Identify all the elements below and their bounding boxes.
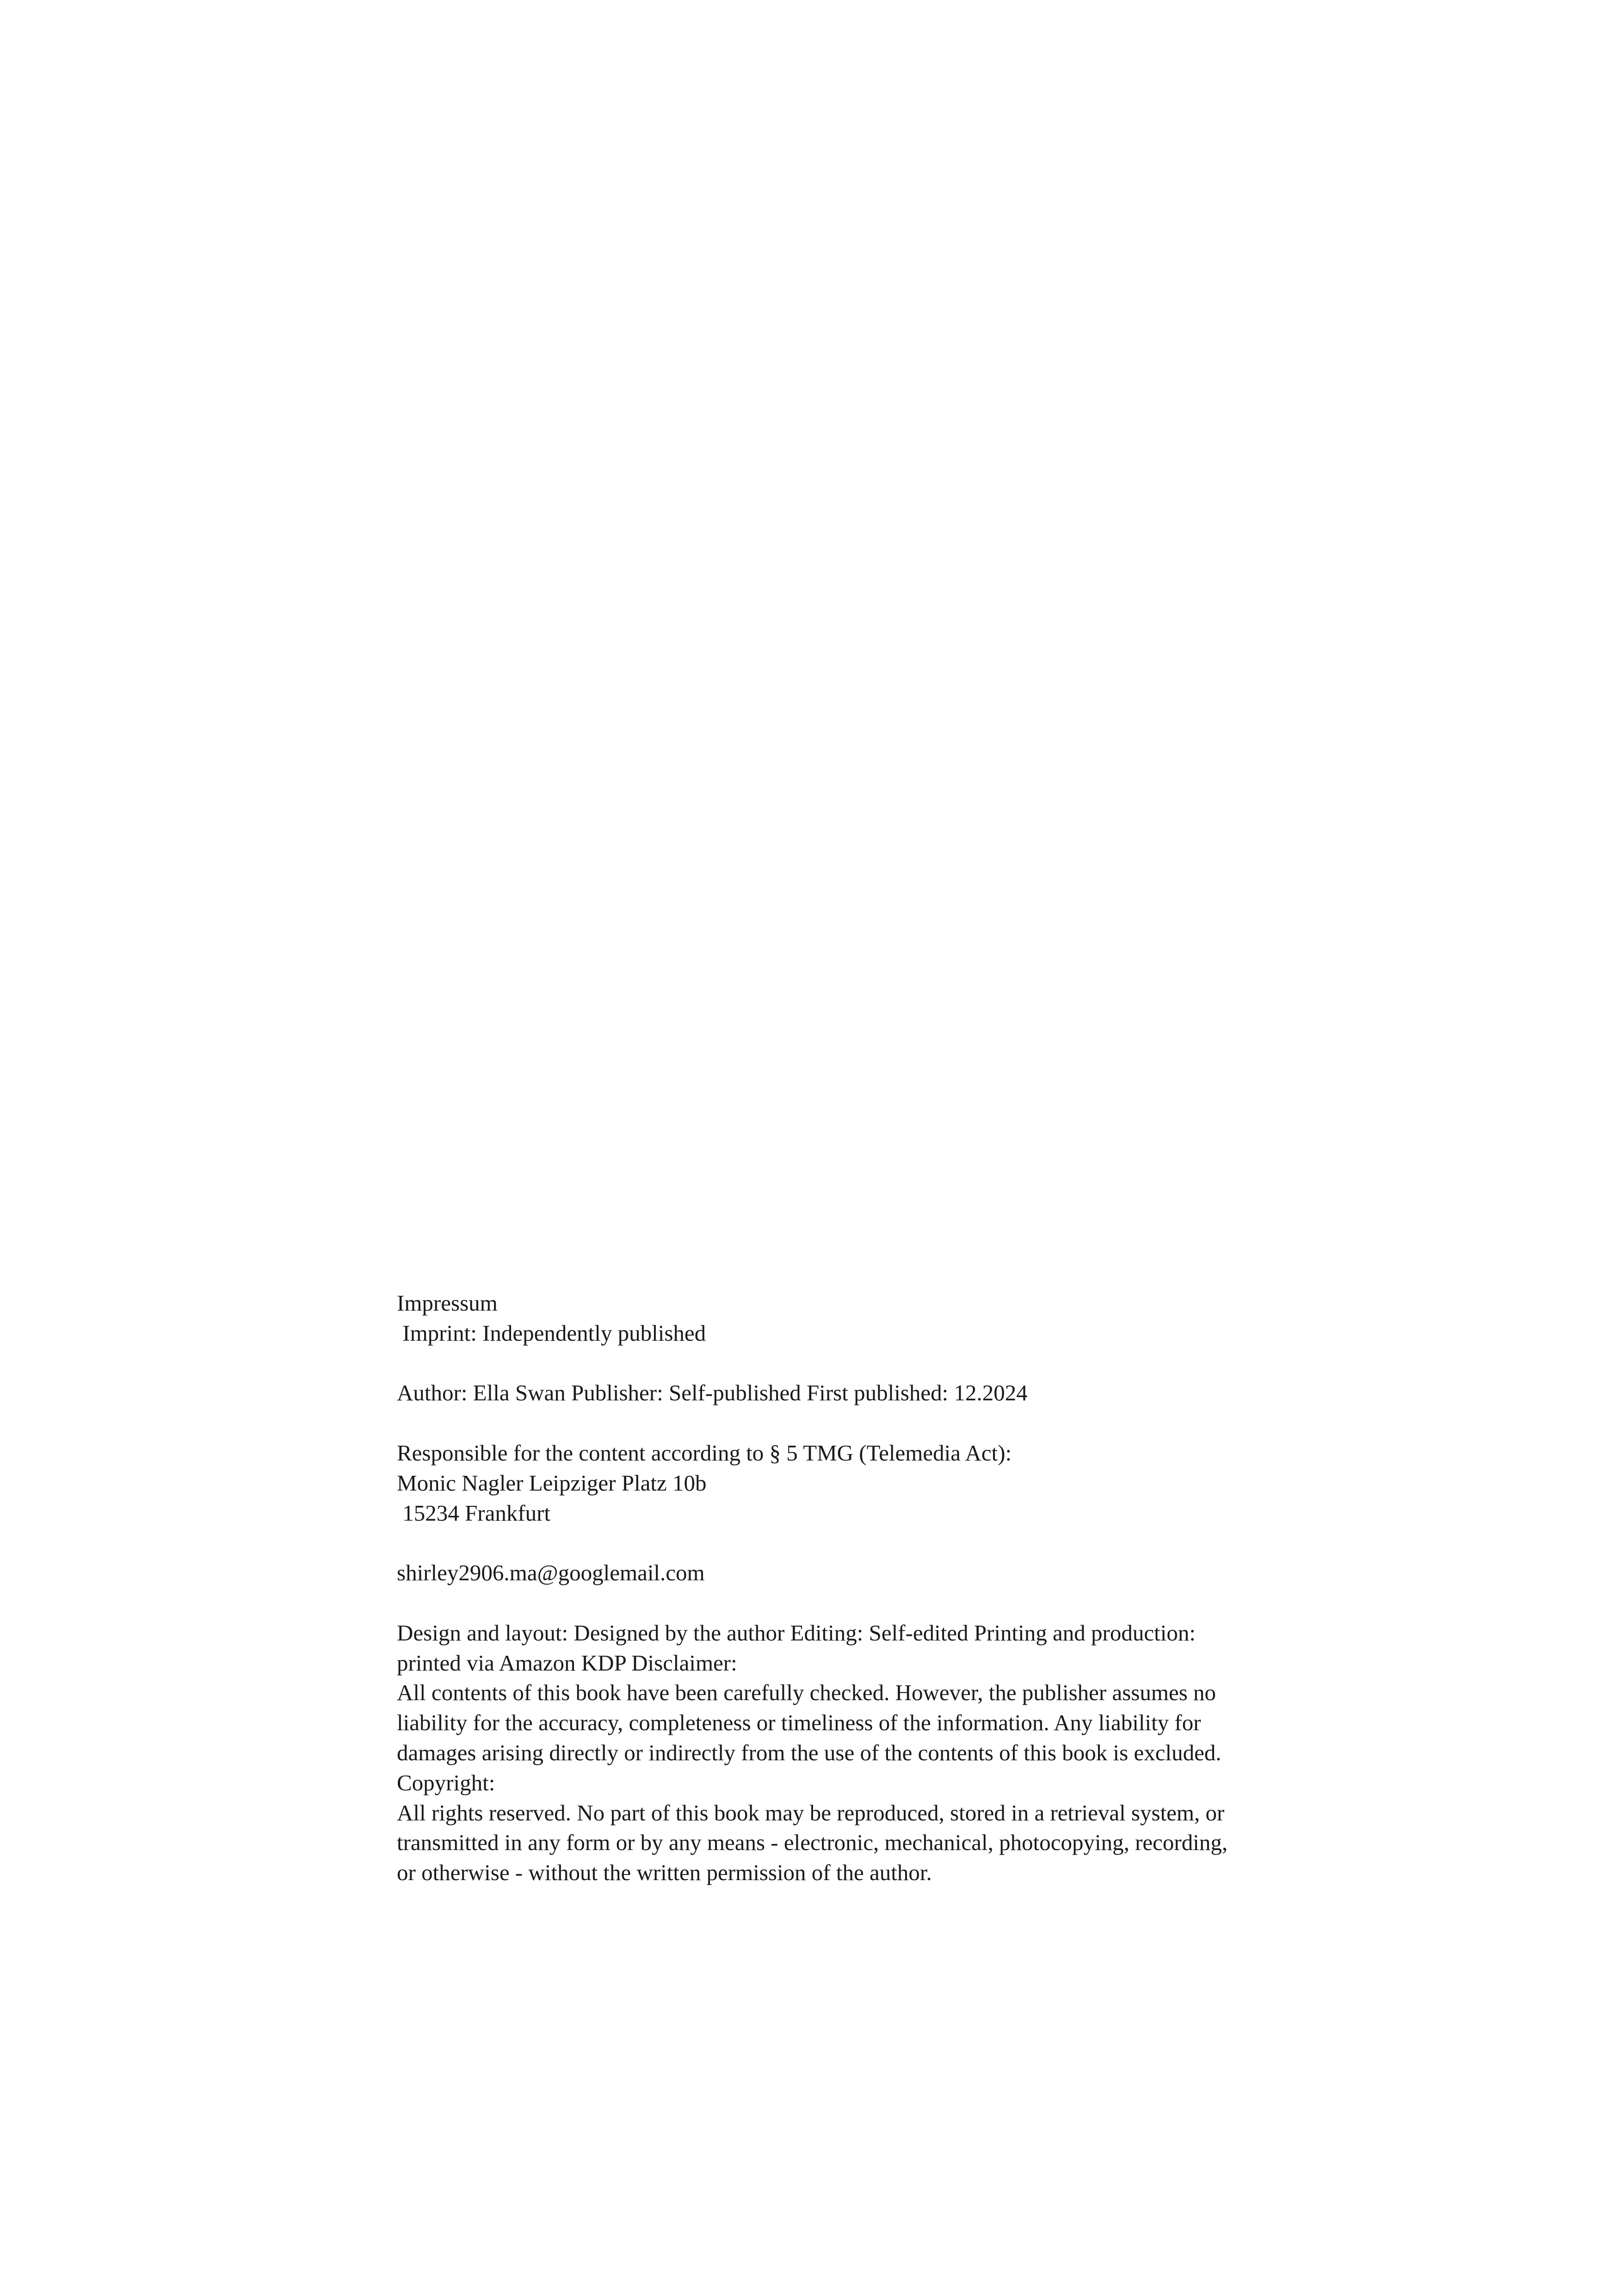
copyright-text: All rights reserved. No part of this book may be reproduced, stored in a retrieval system, or [397,1800,1225,1826]
disclaimer-text: damages arising directly or indirectly from the use of the contents of this book is excluded. [397,1739,1221,1765]
design-line: Design and layout: Designed by the author Editing: Self-edited Printing and production: [397,1620,1196,1646]
spacer [397,1588,1340,1618]
disclaimer-text: All contents of this book have been carefully checked. However, the publisher assumes no [397,1680,1216,1706]
imprint-section [397,1288,1340,1888]
email-address: shirley2906.ma@googlemail.com [397,1560,705,1586]
spacer [397,1408,1340,1438]
disclaimer-text: liability for the accuracy, completeness or timeliness of the information. Any liability for [397,1710,1201,1736]
imprint-heading: Impressum [397,1290,498,1316]
design-line: printed via Amazon KDP Disclaimer: [397,1650,737,1676]
responsible-line: Responsible for the content according to § 5 TMG (Telemedia Act): [397,1440,1012,1466]
copyright-text: transmitted in any form or by any means - electronic, mechanical, photocopying, recording, [397,1830,1228,1856]
address-line: Monic Nagler Leipziger Platz 10b [397,1470,707,1496]
spacer [397,1528,1340,1558]
address-line: 15234 Frankfurt [397,1500,551,1526]
spacer [397,1349,1340,1379]
imprint-publisher-line: Imprint: Independently published [397,1320,706,1346]
author-line: Author: Ella Swan Publisher: Self-published First published: 12.2024 [397,1380,1028,1406]
copyright-heading: Copyright: [397,1770,495,1795]
copyright-text: or otherwise - without the written permission of the author. [397,1860,932,1886]
